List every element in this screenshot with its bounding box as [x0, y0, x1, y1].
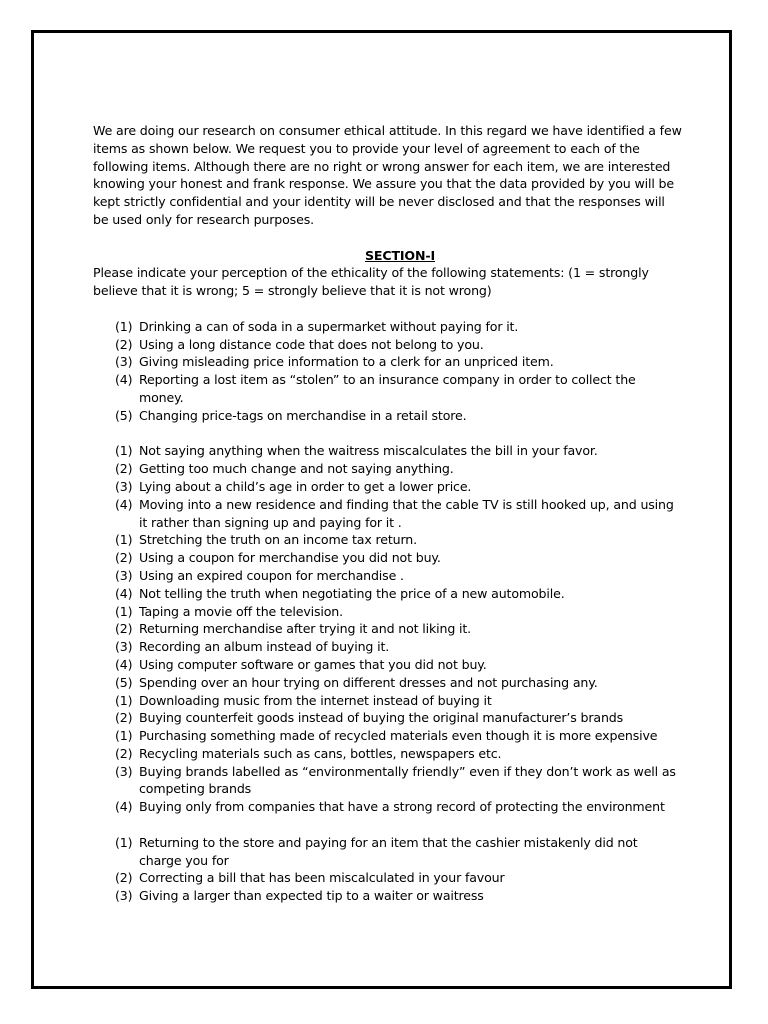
statement-text: Using a long distance code that does not belong to you.: [139, 336, 484, 352]
statement-text: Giving a larger than expected tip to a waiter or waitress: [139, 888, 484, 904]
statement-text: Buying brands labelled as “environmentally friendly” even if they don’t work as well as competing brands: [139, 763, 676, 797]
statement-text: Stretching the truth on an income tax return.: [139, 532, 417, 548]
statement-group: [93, 318, 683, 425]
statement-item: [93, 371, 683, 407]
statement-item: [93, 887, 683, 905]
statement-number: (4): [115, 372, 133, 388]
statement-text: Moving into a new residence and finding that the cable TV is still hooked up, and using it rather than signing up and paying for it .: [139, 496, 674, 530]
statement-item: [93, 353, 683, 371]
statement-text: Not telling the truth when negotiating the price of a new automobile.: [139, 585, 565, 601]
statement-item: [93, 603, 683, 621]
statement-text: Purchasing something made of recycled materials even though it is more expensive: [139, 728, 658, 744]
statement-number: (1): [115, 834, 133, 850]
statement-item: [93, 620, 683, 638]
statement-item: [93, 336, 683, 354]
statement-number: (4): [115, 496, 133, 512]
statement-group: [93, 834, 683, 905]
statement-item: [93, 585, 683, 603]
section-heading: SECTION-I: [364, 247, 435, 263]
statement-group: [93, 442, 683, 816]
statement-item: [93, 460, 683, 478]
statement-item: [93, 478, 683, 496]
statement-text: Downloading music from the internet instead of buying it: [139, 692, 492, 708]
statement-groups: [93, 318, 683, 905]
statement-number: (3): [115, 478, 133, 494]
statement-number: (4): [115, 585, 133, 601]
statement-number: (2): [115, 710, 133, 726]
statement-number: (2): [115, 336, 133, 352]
statement-number: (5): [115, 407, 133, 423]
statement-number: (2): [115, 621, 133, 637]
statement-item: [93, 407, 683, 425]
statement-number: (1): [115, 603, 133, 619]
statement-number: (2): [115, 550, 133, 566]
statement-item: [93, 745, 683, 763]
statement-item: [93, 798, 683, 816]
statement-item: [93, 496, 683, 532]
statement-item: [93, 763, 683, 799]
statement-number: (1): [115, 692, 133, 708]
statement-text: Not saying anything when the waitress miscalculates the bill in your favor.: [139, 443, 598, 459]
statement-text: Returning to the store and paying for an item that the cashier mistakenly did not charge you for: [139, 834, 638, 868]
statement-number: (3): [115, 888, 133, 904]
instructions-paragraph: Please indicate your perception of the ethicality of the following statements: (1 = strongly believe that it is wrong; 5 = strongly believe that it is not wrong): [93, 265, 649, 299]
statement-number: (3): [115, 567, 133, 583]
statement-text: Getting too much change and not saying anything.: [139, 461, 454, 477]
statement-number: (2): [115, 870, 133, 886]
statement-number: (3): [115, 763, 133, 779]
statement-number: (4): [115, 799, 133, 815]
statement-item: [93, 692, 683, 710]
statement-item: [93, 549, 683, 567]
statement-text: Giving misleading price information to a clerk for an unpriced item.: [139, 354, 554, 370]
statement-item: [93, 869, 683, 887]
statement-item: [93, 709, 683, 727]
statement-item: [93, 318, 683, 336]
statement-text: Reporting a lost item as “stolen” to an insurance company in order to collect the money.: [139, 372, 636, 405]
statement-item: [93, 531, 683, 549]
statement-text: Recycling materials such as cans, bottles, newspapers etc.: [139, 745, 502, 761]
statement-item: [93, 638, 683, 656]
statement-number: (3): [115, 639, 133, 655]
statement-text: Using an expired coupon for merchandise .: [139, 567, 404, 583]
statement-number: (3): [115, 354, 133, 370]
document-body: [93, 122, 683, 905]
statement-text: Returning merchandise after trying it and not liking it.: [139, 621, 472, 637]
statement-number: (4): [115, 656, 133, 672]
statement-item: [93, 674, 683, 692]
statement-number: (1): [115, 728, 133, 744]
statement-item: [93, 567, 683, 585]
statement-text: Lying about a child’s age in order to get a lower price.: [139, 478, 472, 494]
statement-item: [93, 442, 683, 460]
statement-number: (2): [115, 461, 133, 477]
statement-text: Using a coupon for merchandise you did not buy.: [139, 550, 441, 566]
statement-number: (2): [115, 745, 133, 761]
intro-paragraph: We are doing our research on consumer ethical attitude. In this regard we have identified a few items as shown below. We request you to provide your level of agreement to each of the following items. Although there are no right or wrong answer for each item, we are interested knowing your honest and frank response. We assure you that the data provided by you will be kept strictly confidential and your identity will be never disclosed and that the responses will be used only for research purposes.: [93, 123, 682, 227]
statement-text: Drinking a can of soda in a supermarket without paying for it.: [139, 318, 519, 334]
statement-text: Using computer software or games that you did not buy.: [139, 656, 487, 672]
statement-text: Spending over an hour trying on different dresses and not purchasing any.: [139, 674, 598, 690]
statement-item: [93, 656, 683, 674]
statement-text: Changing price-tags on merchandise in a retail store.: [139, 407, 467, 423]
statement-item: [93, 727, 683, 745]
statement-text: Buying only from companies that have a strong record of protecting the environment: [139, 799, 665, 815]
statement-item: [93, 834, 683, 870]
statement-text: Correcting a bill that has been miscalculated in your favour: [139, 870, 505, 886]
statement-text: Recording an album instead of buying it.: [139, 639, 390, 655]
statement-number: (1): [115, 318, 133, 334]
statement-number: (1): [115, 443, 133, 459]
statement-number: (1): [115, 532, 133, 548]
statement-number: (5): [115, 674, 133, 690]
statement-text: Buying counterfeit goods instead of buying the original manufacturer’s brands: [139, 710, 624, 726]
statement-text: Taping a movie off the television.: [139, 603, 343, 619]
